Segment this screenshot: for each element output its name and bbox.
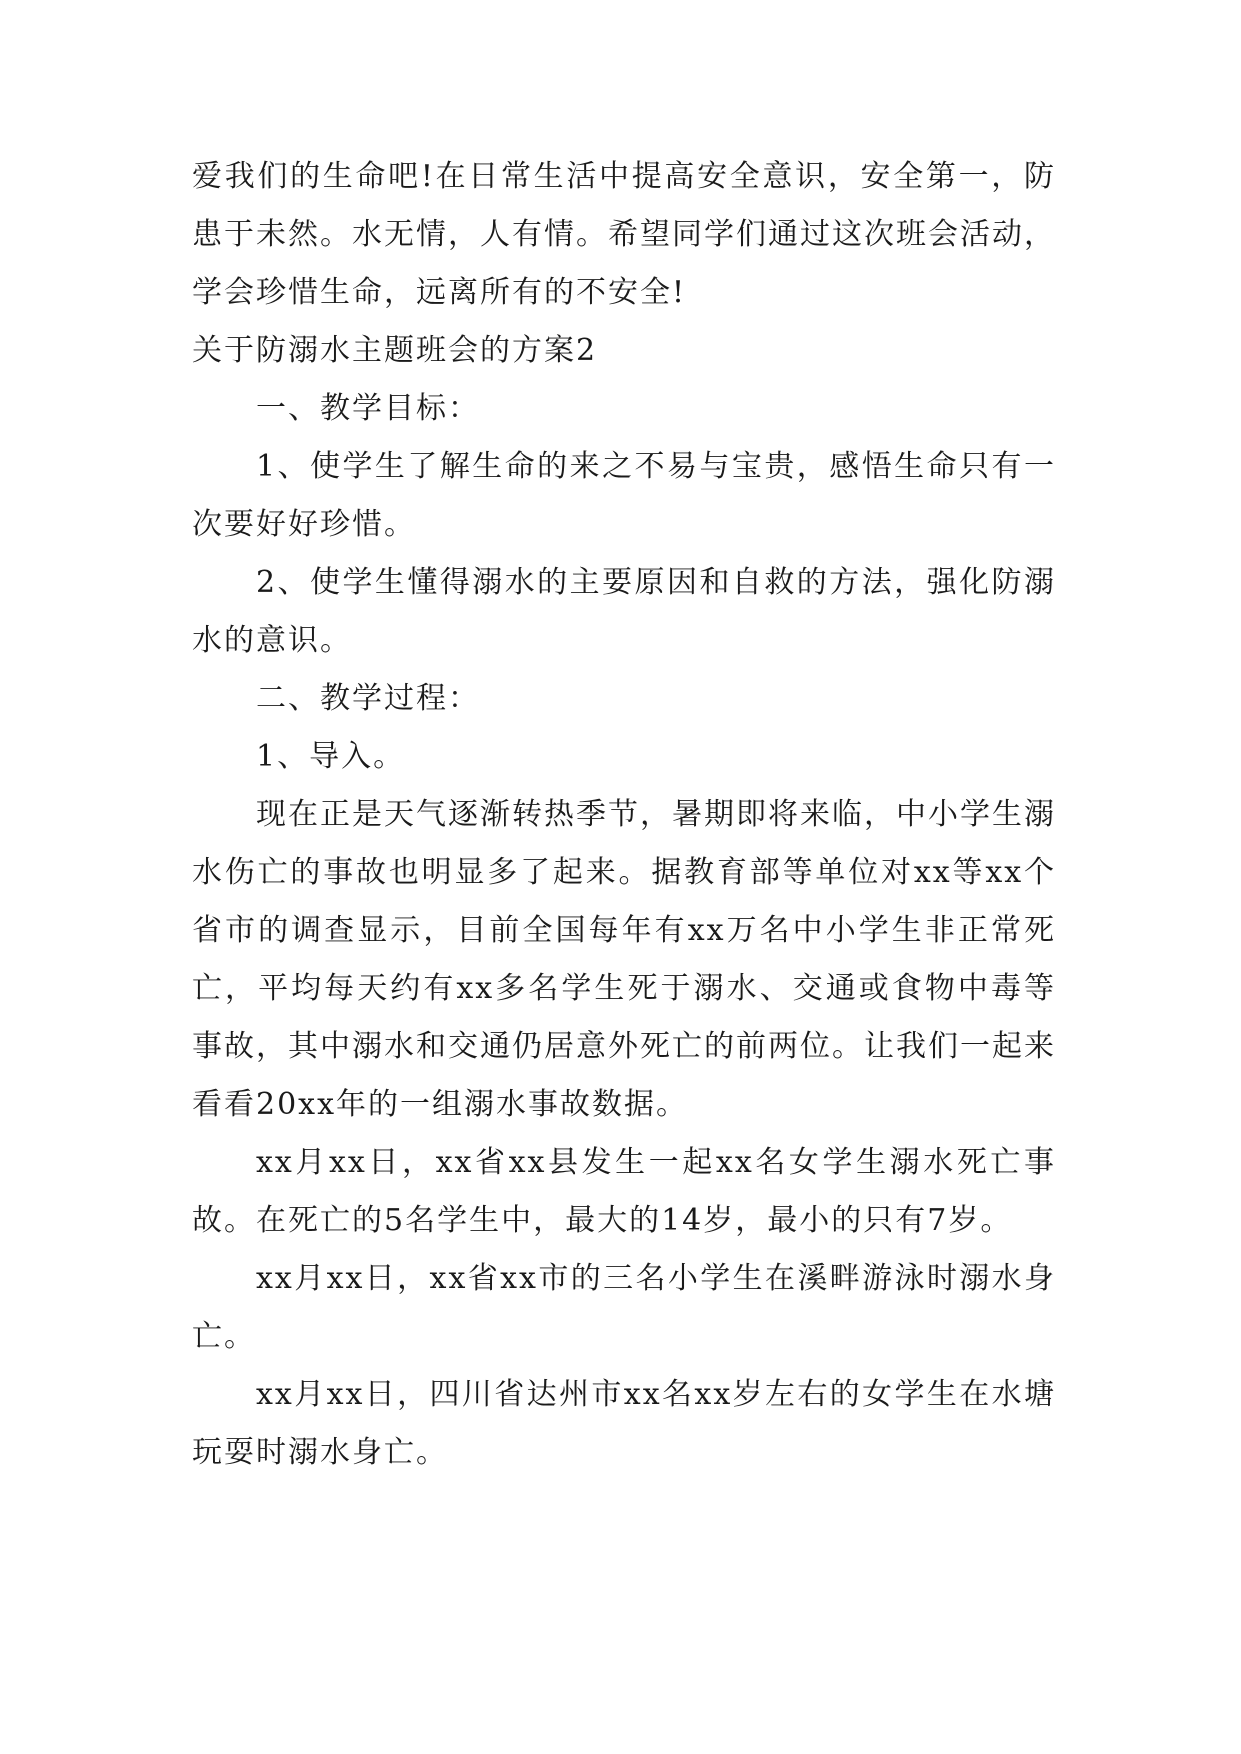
paragraph-incident-2: xx月xx日，xx省xx市的三名小学生在溪畔游泳时溺水身亡。	[192, 1261, 1056, 1354]
section-title: 关于防溺水主题班会的方案2	[192, 333, 598, 368]
process-item-1: 1、导入。	[256, 739, 406, 774]
document-page	[192, 148, 1056, 1482]
goal-item-1: 1、使学生了解生命的来之不易与宝贵，感悟生命只有一次要好好珍惜。	[192, 449, 1056, 542]
goal-item-2: 2、使学生懂得溺水的主要原因和自救的方法，强化防溺水的意识。	[192, 565, 1056, 658]
paragraph-introduction: 现在正是天气逐渐转热季节，暑期即将来临，中小学生溺水伤亡的事故也明显多了起来。据教育部等单位对xx等xx个省市的调查显示，目前全国每年有xx万名中小学生非正常死亡，平均每天约有xx多名学生死于溺水、交通或食物中毒等事故，其中溺水和交通仍居意外死亡的前两位。让我们一起来看看20xx年的一组溺水事故数据。	[192, 797, 1056, 1122]
heading-teaching-goals: 一、教学目标：	[256, 391, 480, 426]
paragraph-incident-3: xx月xx日，四川省达州市xx名xx岁左右的女学生在水塘玩耍时溺水身亡。	[192, 1377, 1056, 1470]
heading-teaching-process: 二、教学过程：	[256, 681, 480, 716]
paragraph-closing-remarks: 爱我们的生命吧!在日常生活中提高安全意识，安全第一，防患于未然。水无情，人有情。希望同学们通过这次班会活动，学会珍惜生命，远离所有的不安全!	[192, 159, 1056, 310]
paragraph-incident-1: xx月xx日，xx省xx县发生一起xx名女学生溺水死亡事故。在死亡的5名学生中，最大的14岁，最小的只有7岁。	[192, 1145, 1056, 1238]
